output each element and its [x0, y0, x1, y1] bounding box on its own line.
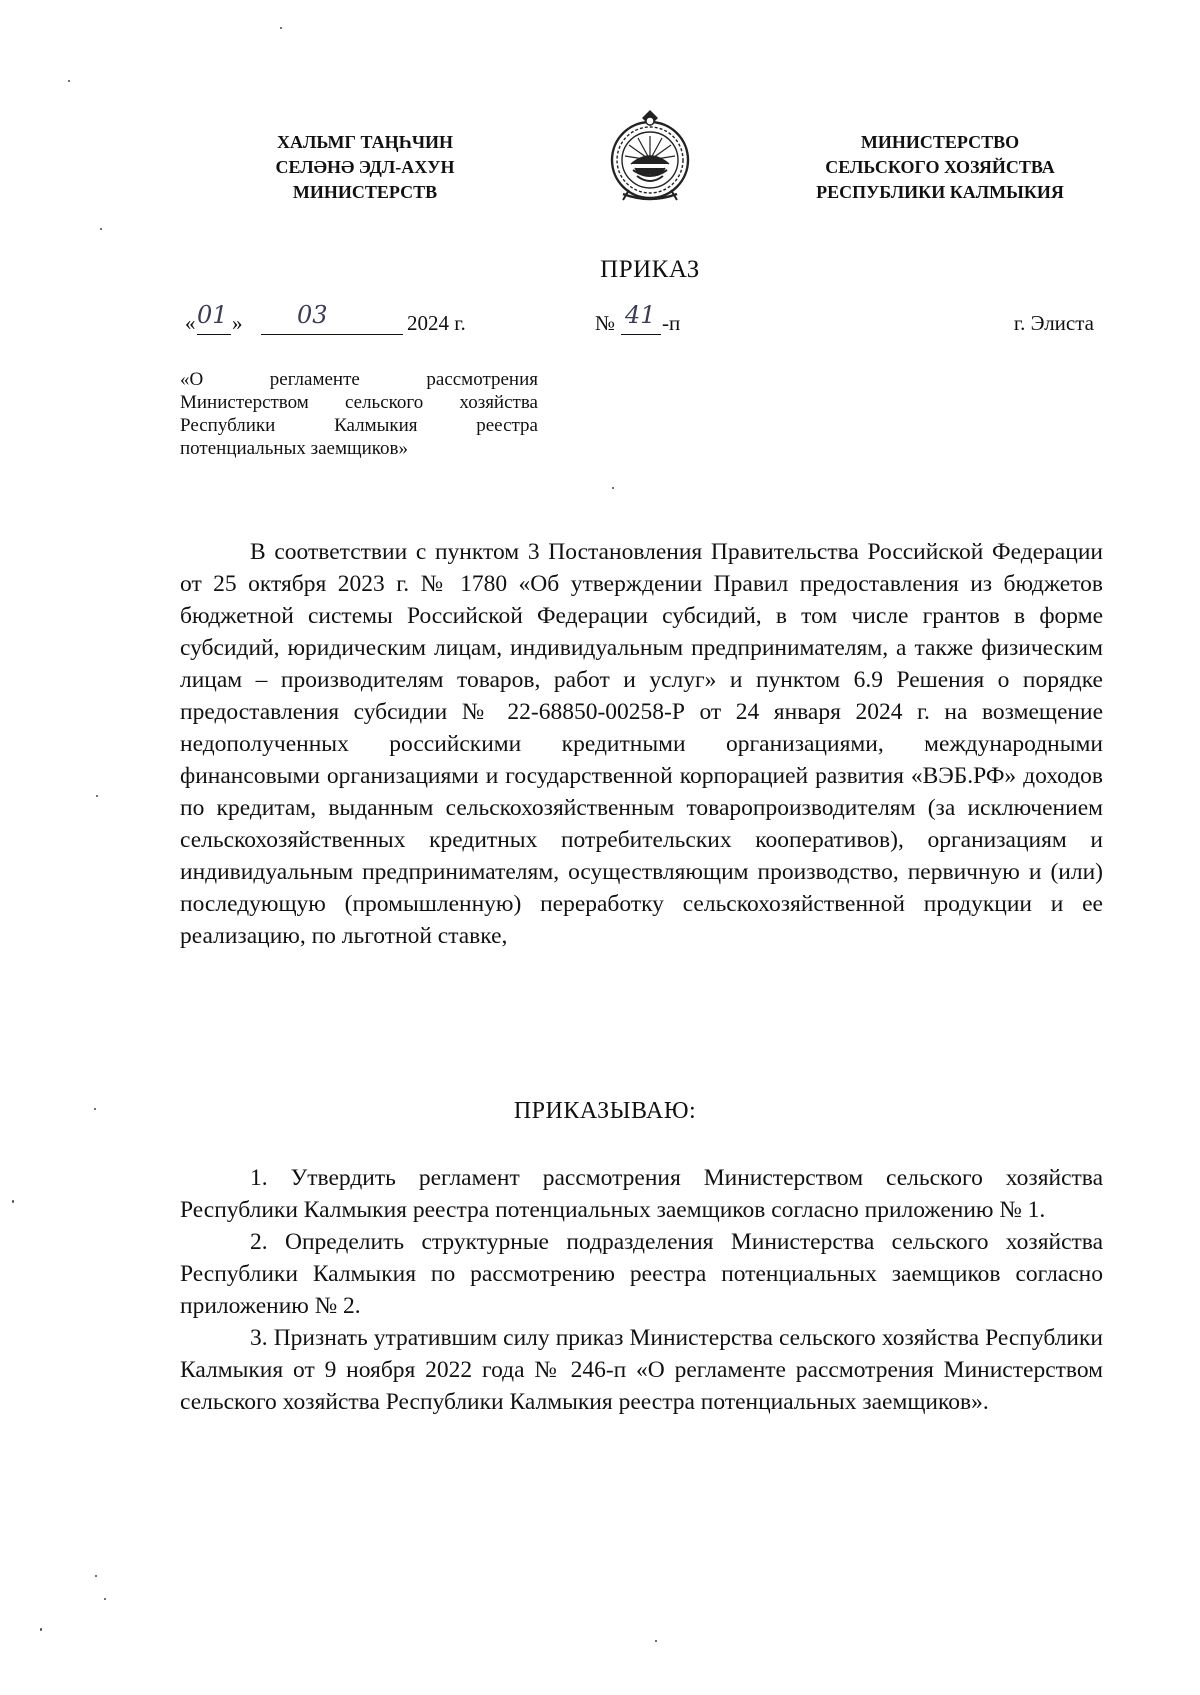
kalmykia-coat-of-arms-icon [605, 108, 695, 208]
scan-speck [280, 27, 282, 29]
scan-speck [96, 795, 98, 797]
order-item-1: 1. Утвердить регламент рассмотрения Министерством сельского хозяйства Республики Калмыкия реестра потенциальных заемщиков согласно приложению № 1. [180, 1165, 1103, 1223]
date-month-handwritten: 03 [297, 301, 328, 329]
document-city: г. Элиста [1013, 311, 1094, 335]
scan-speck [68, 80, 70, 82]
date-close-quote: » [232, 311, 243, 335]
scan-speck [612, 487, 614, 489]
header-right-organization: МИНИСТЕРСТВО СЕЛЬСКОГО ХОЗЯЙСТВА РЕСПУБЛИКИ КАЛМЫКИЯ [816, 132, 1064, 202]
number-handwritten: 41 [625, 301, 656, 329]
scan-speck [95, 1575, 97, 1577]
order-item-3: 3. Признать утратившим силу приказ Министерства сельского хозяйства Республики Калмыкия от 9 ноября 2022 года № 246-п «О регламенте рассмотрения Министерством сельского хозяйства Республики Калмыкия реестра потенциальных заемщиков». [180, 1325, 1103, 1415]
scan-speck [40, 1628, 42, 1631]
number-suffix: -п [662, 311, 681, 335]
number-prefix: № [595, 311, 616, 335]
date-month-underline [261, 308, 403, 335]
order-word: ПРИКАЗЫВАЮ: [513, 1098, 697, 1124]
document-date [185, 301, 515, 341]
scan-speck [100, 228, 102, 230]
header-left-organization: ХАЛЬМГ ТАҢҺЧИН СЕЛӘНӘ ЭДЛ-АХУН МИНИСТЕРСТВ [275, 132, 455, 202]
scan-speck [104, 1598, 106, 1600]
order-items [180, 1162, 1103, 1418]
scan-speck [655, 1640, 657, 1642]
preamble-paragraph: В соответствии с пунктом 3 Постановления Правительства Российской Федерации от 25 октября 2023 г. № 1780 «Об утверждении Правил предоставления из бюджетов бюджетной системы Российской Федерации субсидий, в том числе грантов в форме субсидий, юридическим лицам, индивидуальным предпринимателям, а также физическим лицам – производителям товаров, работ и услуг» и пунктом 6.9 Решения о порядке предоставления субсидии № 22-68850-00258-Р от 24 января 2024 г. на возмещение недополученных российскими кредитными организациями, международными финансовыми организациями и государственной корпорацией развития «ВЭБ.РФ» доходов по кредитам, выданным сельскохозяйственным товаропроизводителям (за исключением сельскохозяйственных кредитных потребительских кооперативов), организациям и индивидуальным предпринимателям, осуществляющим производство, первичную и (или) последующую (промышленную) переработку сельскохозяйственной продукции и ее реализацию, по льготной ставке, [180, 539, 1103, 949]
document-type-title: ПРИКАЗ [600, 256, 700, 283]
document-number [595, 301, 715, 341]
date-day-handwritten: 01 [197, 301, 228, 329]
document-subject: «О регламенте рассмотрения Министерством сельского хозяйства Республики Калмыкия реестра потенциальных заемщиков» [180, 369, 538, 459]
scan-speck [12, 1200, 14, 1203]
date-year: 2024 г. [407, 311, 466, 335]
order-item-2: 2. Определить структурные подразделения Министерства сельского хозяйства Республики Калмыкия по рассмотрению реестра потенциальных заемщиков согласно приложению № 2. [180, 1229, 1103, 1319]
scan-speck [94, 1108, 96, 1110]
date-open-quote: « [185, 311, 196, 335]
